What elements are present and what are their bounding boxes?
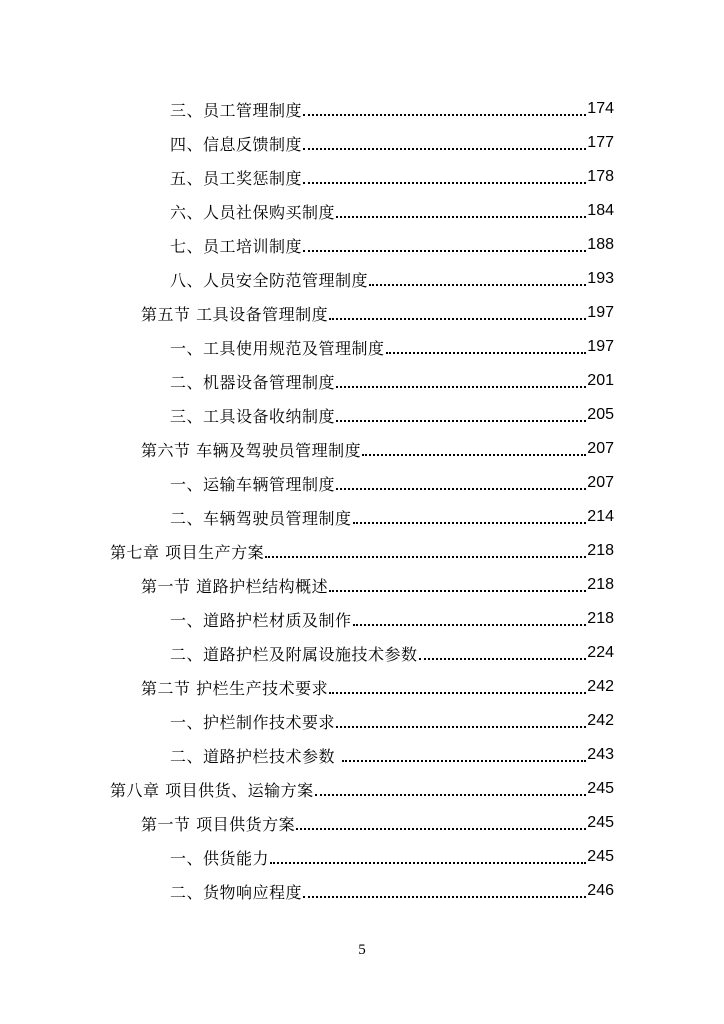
- toc-entry-page: 242: [587, 678, 614, 695]
- toc-entry[interactable]: [0, 432, 724, 466]
- toc-entry-title: 一、运输车辆管理制度: [170, 474, 336, 494]
- toc-entry-page: 243: [587, 746, 614, 763]
- toc-entry-title: 六、人员社保购买制度: [170, 202, 336, 222]
- toc-entry-page: 245: [587, 814, 614, 831]
- toc-entry-page: 174: [587, 100, 614, 117]
- dot-leader: [369, 284, 586, 286]
- toc-entry-title: 二、车辆驾驶员管理制度: [170, 508, 352, 528]
- toc-entry-page: 245: [587, 848, 614, 865]
- toc-entry-page: 242: [587, 712, 614, 729]
- dot-leader: [353, 522, 587, 524]
- dot-leader: [265, 556, 586, 558]
- toc-entry[interactable]: [0, 670, 724, 704]
- toc-entry[interactable]: [0, 772, 724, 806]
- toc-entry-title: 二、货物响应程度: [170, 882, 303, 902]
- dot-leader: [296, 828, 586, 830]
- toc-entry-page: 246: [587, 882, 614, 899]
- toc-entry[interactable]: [0, 398, 724, 432]
- dot-leader: [303, 148, 586, 150]
- dot-leader: [303, 182, 586, 184]
- toc-entry[interactable]: [0, 534, 724, 568]
- toc-entry-title: 一、护栏制作技术要求: [170, 712, 336, 732]
- toc-entry-page: 184: [587, 202, 614, 219]
- toc-entry[interactable]: [0, 500, 724, 534]
- toc-entry-page: 201: [587, 372, 614, 389]
- toc-entry-page: 205: [587, 406, 614, 423]
- toc-entry-title: 第二节 护栏生产技术要求: [141, 678, 329, 698]
- toc-entry[interactable]: [0, 806, 724, 840]
- toc-entry-title: 二、机器设备管理制度: [170, 372, 336, 392]
- toc-entry-title: 一、道路护栏材质及制作: [170, 610, 352, 630]
- dot-leader: [386, 352, 587, 354]
- toc-entry-page: 207: [587, 440, 614, 457]
- toc-entry[interactable]: [0, 262, 724, 296]
- toc-entry-page: 177: [587, 134, 614, 151]
- toc-entry-title: 第六节 车辆及驾驶员管理制度: [141, 440, 362, 460]
- toc-entry-page: 207: [587, 474, 614, 491]
- dot-leader: [336, 386, 586, 388]
- dot-leader: [329, 590, 586, 592]
- dot-leader: [303, 114, 586, 116]
- toc-entry-title: 七、员工培训制度: [170, 236, 303, 256]
- toc-entry-page: 188: [587, 236, 614, 253]
- toc-entry[interactable]: [0, 602, 724, 636]
- toc-entry[interactable]: [0, 840, 724, 874]
- toc-entry-title: 一、工具使用规范及管理制度: [170, 338, 385, 358]
- toc-entry[interactable]: [0, 296, 724, 330]
- toc-entry-page: 178: [587, 168, 614, 185]
- toc-entry-title: 第八章 项目供货、运输方案: [110, 780, 314, 800]
- toc-entry-page: 214: [587, 508, 614, 525]
- toc-entry-title: 一、供货能力: [170, 848, 270, 868]
- dot-leader: [329, 318, 586, 320]
- page-number: 5: [358, 942, 366, 958]
- dot-leader: [315, 794, 587, 796]
- toc-entry-page: 218: [587, 610, 614, 627]
- toc-entry-page: 218: [587, 542, 614, 559]
- toc-entry[interactable]: [0, 636, 724, 670]
- toc-entry-title: 第一节 道路护栏结构概述: [141, 576, 329, 596]
- toc-entry[interactable]: [0, 194, 724, 228]
- toc-entry-title: 五、员工奖惩制度: [170, 168, 303, 188]
- toc-entry[interactable]: [0, 228, 724, 262]
- toc-entry[interactable]: [0, 364, 724, 398]
- toc-entry[interactable]: [0, 738, 724, 772]
- dot-leader: [303, 896, 586, 898]
- dot-leader: [353, 624, 587, 626]
- toc-entry-page: 224: [587, 644, 614, 661]
- toc-entry-page: 245: [587, 780, 614, 797]
- toc-entry-title: 二、道路护栏及附属设施技术参数: [170, 644, 418, 664]
- dot-leader: [329, 692, 586, 694]
- toc-entry[interactable]: [0, 568, 724, 602]
- toc-entry-title: 三、工具设备收纳制度: [170, 406, 336, 426]
- toc-entry-page: 197: [587, 338, 614, 355]
- toc-entry-page: 197: [587, 304, 614, 321]
- dot-leader: [419, 658, 587, 660]
- toc-entry[interactable]: [0, 330, 724, 364]
- toc-entry-page: 218: [587, 576, 614, 593]
- toc-entry[interactable]: [0, 466, 724, 500]
- toc-entry-page: 193: [587, 270, 614, 287]
- toc-entry[interactable]: [0, 874, 724, 908]
- dot-leader: [336, 726, 586, 728]
- dot-leader: [336, 216, 586, 218]
- dot-leader: [342, 760, 587, 762]
- toc-entry-title: 四、信息反馈制度: [170, 134, 303, 154]
- dot-leader: [270, 862, 586, 864]
- dot-leader: [303, 250, 586, 252]
- dot-leader: [336, 488, 586, 490]
- toc-entry-title: 第一节 项目供货方案: [141, 814, 296, 834]
- toc-entry[interactable]: [0, 92, 724, 126]
- toc-entry[interactable]: [0, 126, 724, 160]
- table-of-contents: [0, 92, 724, 908]
- toc-entry-title: 二、道路护栏技术参数: [170, 746, 341, 766]
- toc-entry-title: 三、员工管理制度: [170, 100, 303, 120]
- dot-leader: [336, 420, 586, 422]
- toc-entry-title: 第七章 项目生产方案: [110, 542, 265, 562]
- toc-entry-title: 第五节 工具设备管理制度: [141, 304, 329, 324]
- toc-entry-title: 八、人员安全防范管理制度: [170, 270, 369, 290]
- toc-entry[interactable]: [0, 160, 724, 194]
- toc-entry[interactable]: [0, 704, 724, 738]
- dot-leader: [362, 454, 586, 456]
